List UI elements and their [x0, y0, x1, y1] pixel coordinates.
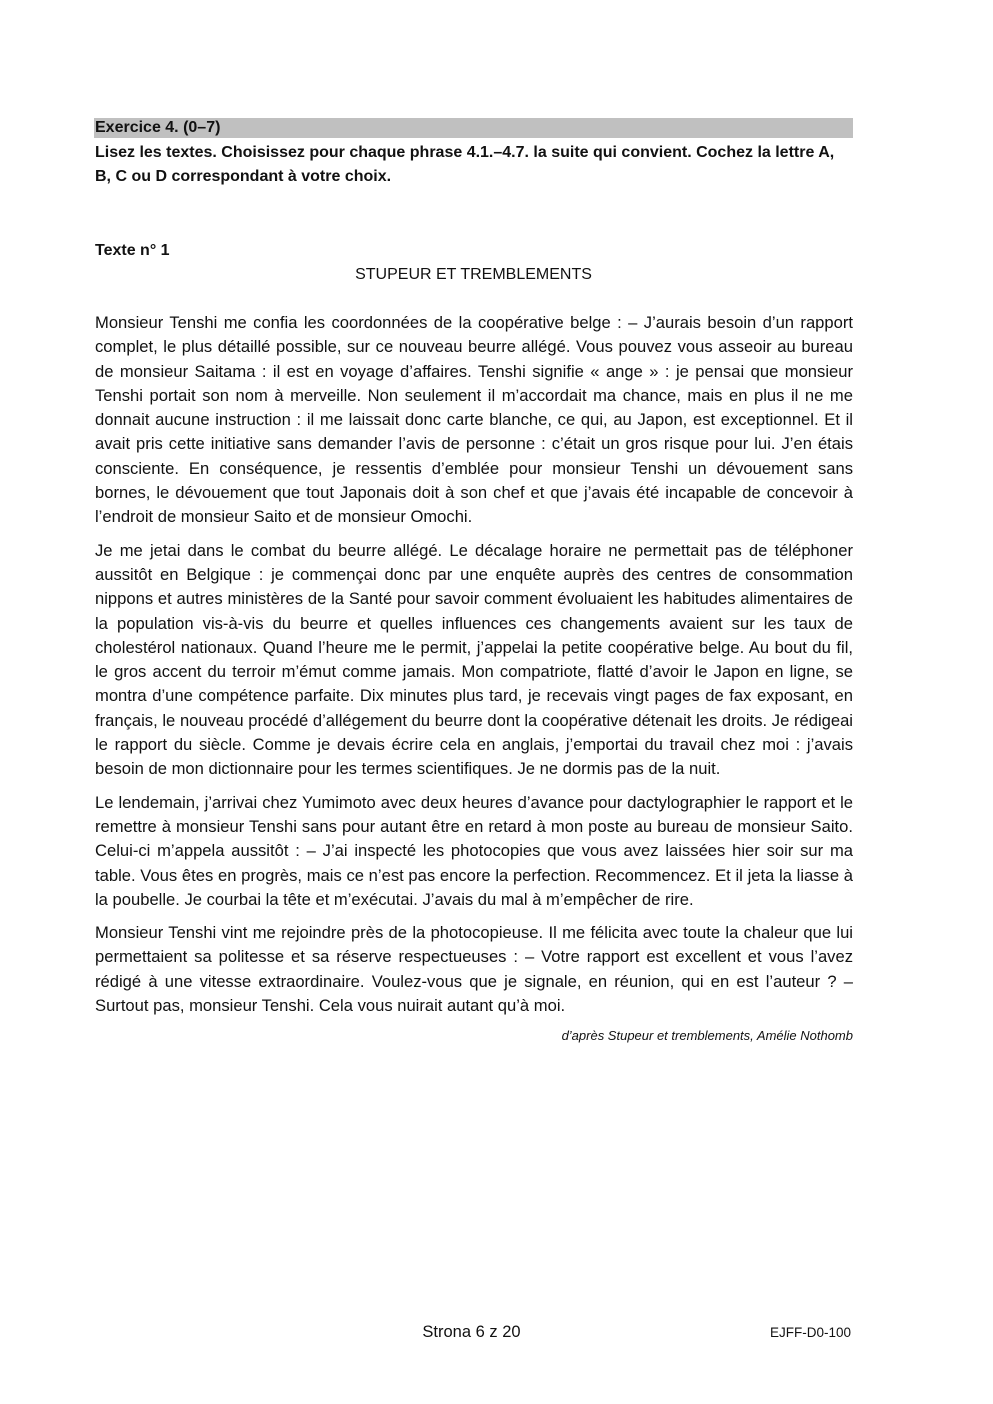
passage-paragraph: Monsieur Tenshi vint me rejoindre près de la photocopieuse. Il me félicita avec toute la chaleur que lui permettaient sa politesse et sa réserve respectueuses : – Votre rapport est excellent et vous l’avez rédigé à une vitesse extraordinaire. Voulez-vous que je signale, en réunion, qui en est l’auteur ? – Surtout pas, monsieur Tenshi. Cela vous nuirait autant qu’à moi.: [95, 923, 853, 1016]
passage-paragraph: Monsieur Tenshi me confia les coordonnées de la coopérative belge : – J’aurais besoin d’un rapport complet, le plus détaillé possible, sur ce nouveau beurre allégé. Vous pouvez vous asseoir au bureau de monsieur Saitama : il est en voyage d’affaires. Tenshi signifie « ange » : je pensai que monsieur Tenshi portait son nom à merveille. Non seulement il m’accordait ma chance, mais en plus il ne me donnait aucune instruction : il me laissait donc carte blanche, ce qui, au Japon, est exceptionnel. Et il avait pris cette initiative sans demander l’avis de personne : c’était un gros risque pour lui. J’en étais consciente. En conséquence, je ressentis d’emblée pour monsieur Tenshi un dévouement sans bornes, le dévouement que tout Japonais doit à son chef et que j’avais été incapable de concevoir à l’endroit de monsieur Saito et de monsieur Omochi.: [95, 313, 853, 527]
exam-code: EJFF-D0-100: [769, 1325, 851, 1340]
text-title: STUPEUR ET TREMBLEMENTS: [355, 266, 592, 283]
exercise-header: Exercice 4. (0–7): [94, 118, 853, 138]
passage: [94, 311, 853, 1018]
exam-page-content: [94, 118, 853, 1045]
exercise-instructions: Lisez les textes. Choisissez pour chaque phrase 4.1.–4.7. la suite qui convient. Cochez la lettre A, B, C ou D correspondant à votre choix.: [95, 144, 835, 185]
text-number: Texte n° 1: [95, 242, 170, 259]
passage-paragraph: Je me jetai dans le combat du beurre allégé. Le décalage horaire ne permettait pas de téléphoner aussitôt en Belgique : je commençai donc par une enquête auprès des centres de consommation nippons et autres ministères de la Santé pour savoir comment évoluaient les habitudes alimentaires de la population vis-à-vis du beurre et quelles influences ces changements avaient sur les taux de cholestérol nationaux. Quand l’heure me le permit, j’appelai la petite coopérative belge. Au bout du fil, le gros accent du terroir m’émut comme jamais. Mon compatriote, flatté d’avoir le Japon en ligne, se montra d’une compétence parfaite. Dix minutes plus tard, je recevais vingt pages de fax exposant, en français, le nouveau procédé d’allégement du beurre dont la coopérative détenait les droits. Je rédigeai le rapport du siècle. Comme je devais écrire cela en anglais, j’emportai du travail chez moi : j’avais besoin de mon dictionnaire pour les termes scientifiques. Je ne dormis pas de la nuit.: [95, 540, 853, 779]
page-number: Strona 6 z 20: [422, 1323, 521, 1341]
source-citation: d’après Stupeur et tremblements, Amélie Nothomb: [561, 1028, 853, 1044]
passage-paragraph: Le lendemain, j’arrivai chez Yumimoto avec deux heures d’avance pour dactylographier le rapport et le remettre à monsieur Tenshi sans pour autant être en retard à mon poste au bureau de monsieur Saito. Celui-ci m’appela aussitôt : – J’ai inspecté les photocopies que vous avez laissées hier soir sur ma table. Vous êtes en progrès, mais ce n’est pas encore la perfection. Recommencez. Et il jeta la liasse à la poubelle. Je courbai la tête et m’exécutai. J’avais du mal à m’empêcher de rire.: [95, 792, 853, 909]
